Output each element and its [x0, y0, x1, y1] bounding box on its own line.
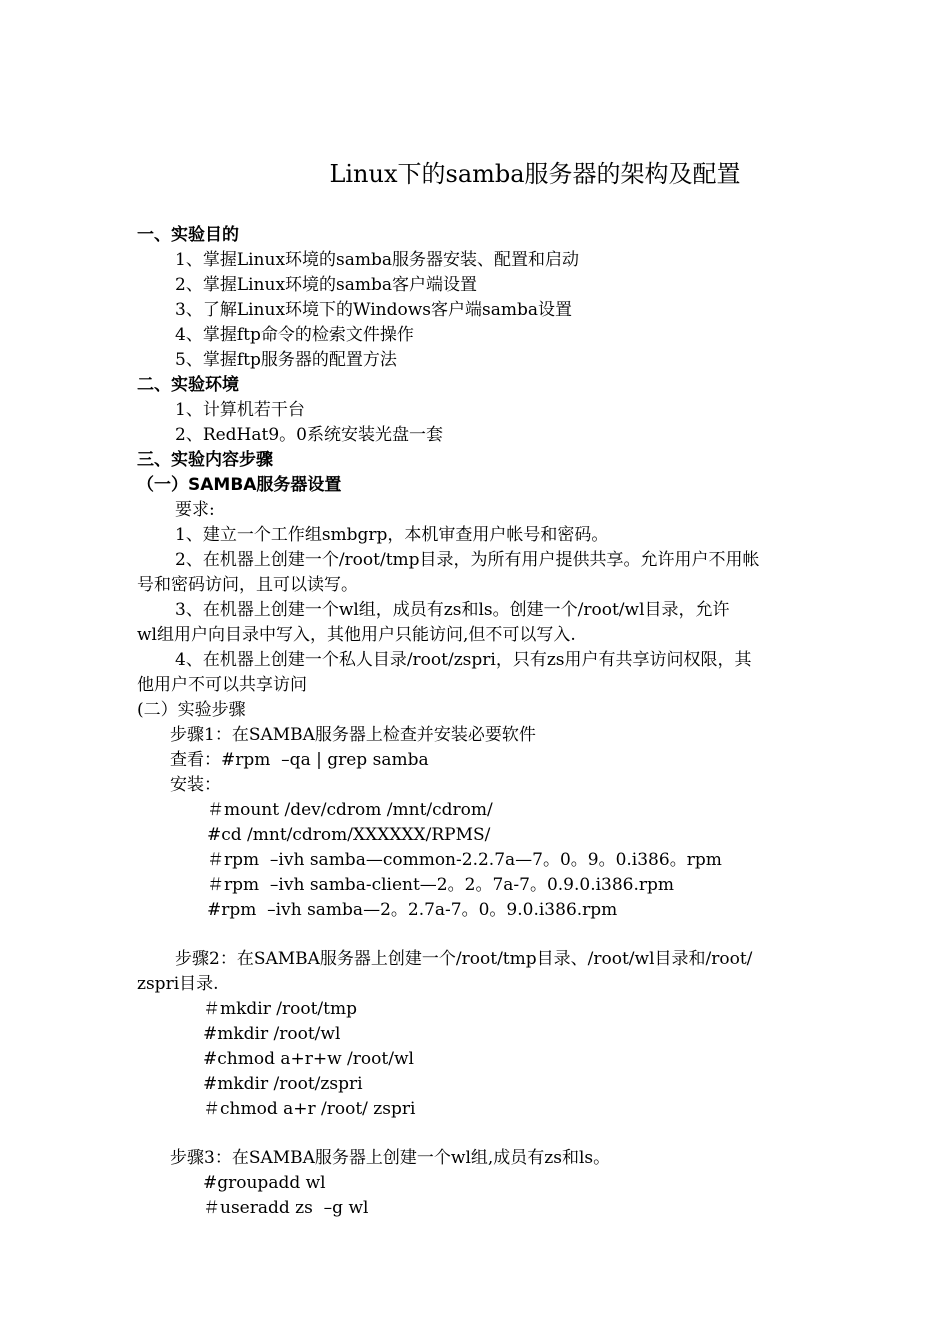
command-line: ＃rpm –ivh samba-client—2。2。7a-7。0.9.0.i386.rpm	[207, 875, 675, 895]
objective-item: 4、掌握ftp命令的检索文件操作	[175, 325, 414, 345]
section-heading-steps: 三、实验内容步骤	[137, 450, 273, 470]
step-2-title: 步骤2：在SAMBA服务器上创建一个/root/tmp目录、/root/wl目录和/root/	[175, 949, 753, 969]
step-2-title-cont: zspri目录.	[137, 974, 219, 994]
objective-item: 1、掌握Linux环境的samba服务器安装、配置和启动	[175, 250, 580, 270]
page-title: Linux下的samba服务器的架构及配置	[329, 160, 741, 188]
command-line: ＃mount /dev/cdrom /mnt/cdrom/	[207, 800, 493, 820]
command-line: #mkdir /root/zspri	[203, 1074, 363, 1094]
requirement-line: 号和密码访问，且可以读写。	[137, 575, 358, 595]
requirement-line: wl组用户向目录中写入，其他用户只能访问,但不可以写入.	[137, 625, 576, 645]
command-line: ＃rpm –ivh samba—common-2.2.7a—7。0。9。0.i386。rpm	[207, 850, 722, 870]
section-heading-objectives: 一、实验目的	[137, 225, 239, 245]
install-label: 安装：	[170, 775, 221, 795]
environment-item: 2、RedHat9。0系统安装光盘一套	[175, 425, 443, 445]
command-line: ＃useradd zs –g wl	[203, 1198, 369, 1218]
command-line: #groupadd wl	[203, 1173, 326, 1193]
command-line: #rpm –ivh samba—2。2.7a-7。0。9.0.i386.rpm	[207, 900, 618, 920]
requirement-line: 1、建立一个工作组smbgrp，本机审查用户帐号和密码。	[175, 525, 609, 545]
environment-item: 1、计算机若干台	[175, 400, 305, 420]
command-line: #mkdir /root/wl	[203, 1024, 341, 1044]
subsection-heading-procedure: (二）实验步骤	[137, 700, 246, 720]
requirement-line: 2、在机器上创建一个/root/tmp目录，为所有用户提供共享。允许用户不用帐	[175, 550, 760, 570]
command-line: ＃chmod a+r /root/ zspri	[203, 1099, 416, 1119]
requirement-line: 4、在机器上创建一个私人目录/root/zspri，只有zs用户有共享访问权限，其	[175, 650, 752, 670]
requirements-label: 要求:	[175, 500, 215, 520]
command-line: ＃mkdir /root/tmp	[203, 999, 357, 1019]
objective-item: 3、了解Linux环境下的Windows客户端samba设置	[175, 300, 572, 320]
step-1-title: 步骤1：在SAMBA服务器上检查并安装必要软件	[170, 725, 536, 745]
requirement-line: 3、在机器上创建一个wl组，成员有zs和ls。创建一个/root/wl目录，允许	[175, 600, 730, 620]
step-3-title: 步骤3：在SAMBA服务器上创建一个wl组,成员有zs和ls。	[170, 1148, 611, 1168]
objective-item: 2、掌握Linux环境的samba客户端设置	[175, 275, 478, 295]
objective-item: 5、掌握ftp服务器的配置方法	[175, 350, 397, 370]
command-line: #chmod a+r+w /root/wl	[203, 1049, 414, 1069]
section-heading-environment: 二、实验环境	[137, 375, 239, 395]
subsection-heading-samba-setup: （一）SAMBA服务器设置	[137, 475, 342, 495]
requirement-line: 他用户不可以共享访问	[137, 675, 307, 695]
check-command: 查看：#rpm –qa | grep samba	[170, 750, 429, 770]
command-line: #cd /mnt/cdrom/XXXXXX/RPMS/	[207, 825, 491, 845]
